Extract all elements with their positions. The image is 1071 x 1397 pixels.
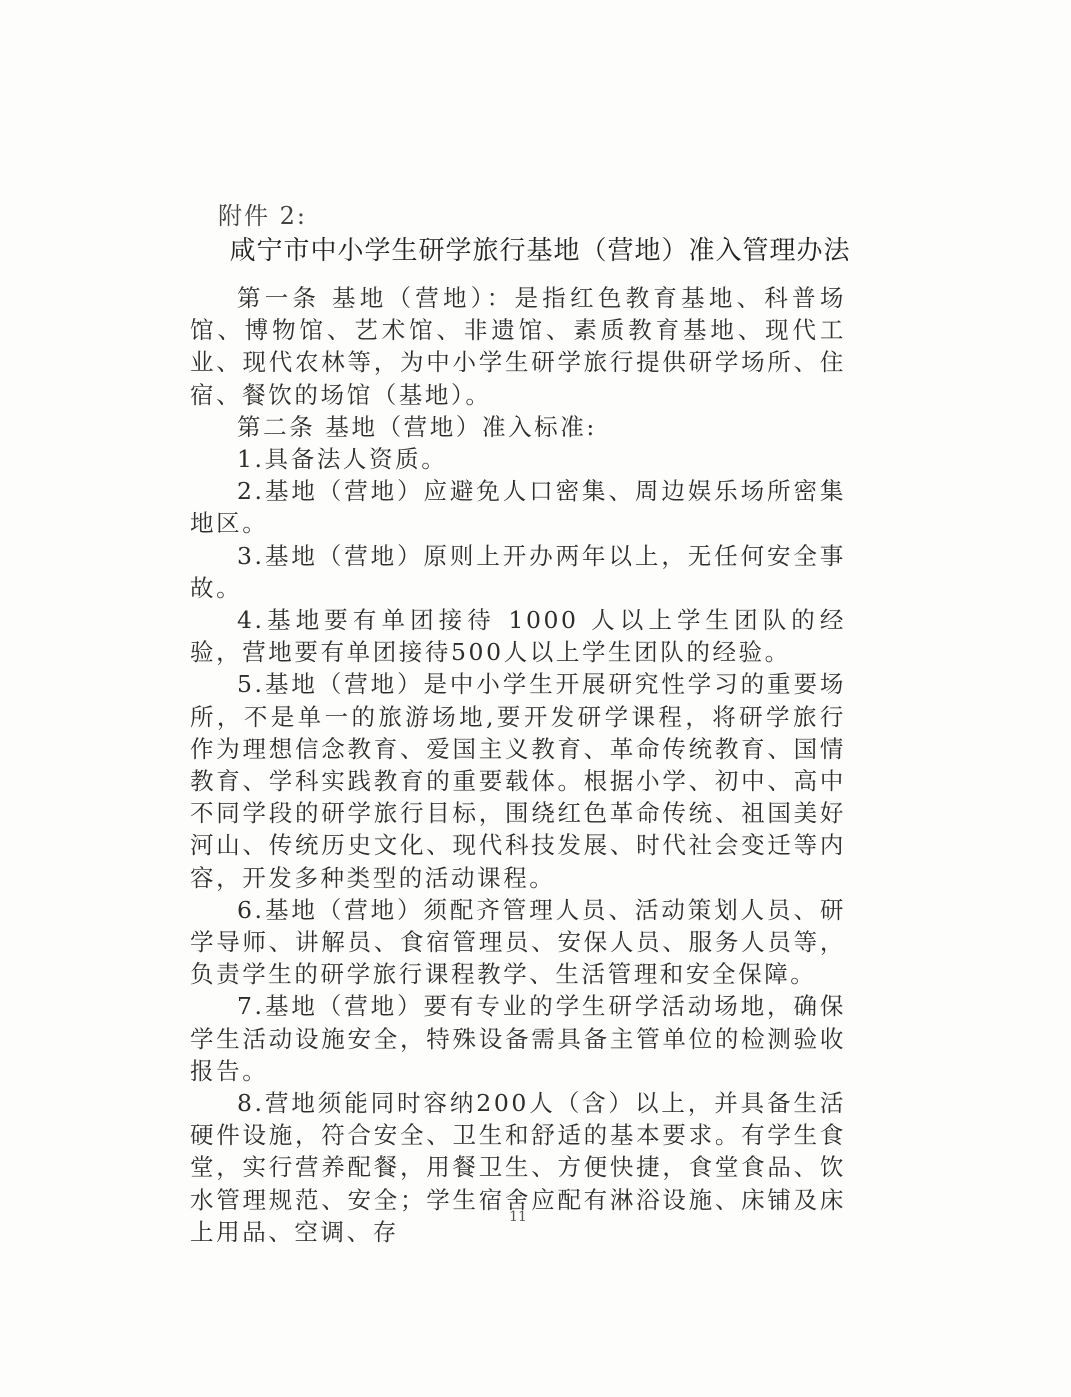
page-number: 11 [509, 1209, 527, 1225]
paragraph-item-1: 1.具备法人资质。 [237, 445, 448, 474]
paragraph-item-4: 4.基地要有单团接待 1000 人以上学生团队的经验，营地要有单团接待500人以上学生团队的经验。 [190, 606, 846, 667]
document-body [190, 282, 846, 1248]
paragraph-item-3: 3.基地（营地）原则上开办两年以上，无任何安全事故。 [190, 541, 846, 602]
paragraph-item-2: 2.基地（营地）应避免人口密集、周边娱乐场所密集地区。 [190, 477, 846, 538]
paragraph-article-1: 第一条 基地（营地）：是指红色教育基地、科普场馆、博物馆、艺术馆、非遗馆、素质教育基地、现代工业、现代农林等，为中小学生研学旅行提供研学场所、住宿、餐饮的场馆（基地）。 [190, 284, 846, 409]
paragraph-item-6: 6.基地（营地）须配齐管理人员、活动策划人员、研学导师、讲解员、食宿管理员、安保人员、服务人员等，负责学生的研学旅行课程教学、生活管理和安全保障。 [190, 895, 846, 989]
paragraph-item-7: 7.基地（营地）要有专业的学生研学活动场地，确保学生活动设施安全，特殊设备需具备主管单位的检测验收报告。 [190, 992, 846, 1085]
paragraph-article-2: 第二条 基地（营地）准入标准: [237, 412, 597, 441]
attachment-label: 附件 2: [218, 202, 307, 230]
paragraph-item-5: 5.基地（营地）是中小学生开展研究性学习的重要场所，不是单一的旅游场地,要开发研学课程，将研学旅行作为理想信念教育、爱国主义教育、革命传统教育、国情教育、学科实践教育的重要载体。根据小学、初中、高中不同学段的研学旅行目标，围绕红色革命传统、祖国美好河山、传统历史文化、现代科技发展、时代社会变迁等内容，开发多种类型的活动课程。 [190, 670, 846, 892]
paragraph-item-8: 8.营地须能同时容纳200人（含）以上，并具备生活硬件设施，符合安全、卫生和舒适的基本要求。有学生食堂，实行营养配餐，用餐卫生、方便快捷，食堂食品、饮水管理规范、安全；学生宿舍应配有淋浴设施、床铺及床上用品、空调、存 [190, 1089, 846, 1246]
document-title: 咸宁市中小学生研学旅行基地（营地）准入管理办法 [229, 236, 851, 266]
